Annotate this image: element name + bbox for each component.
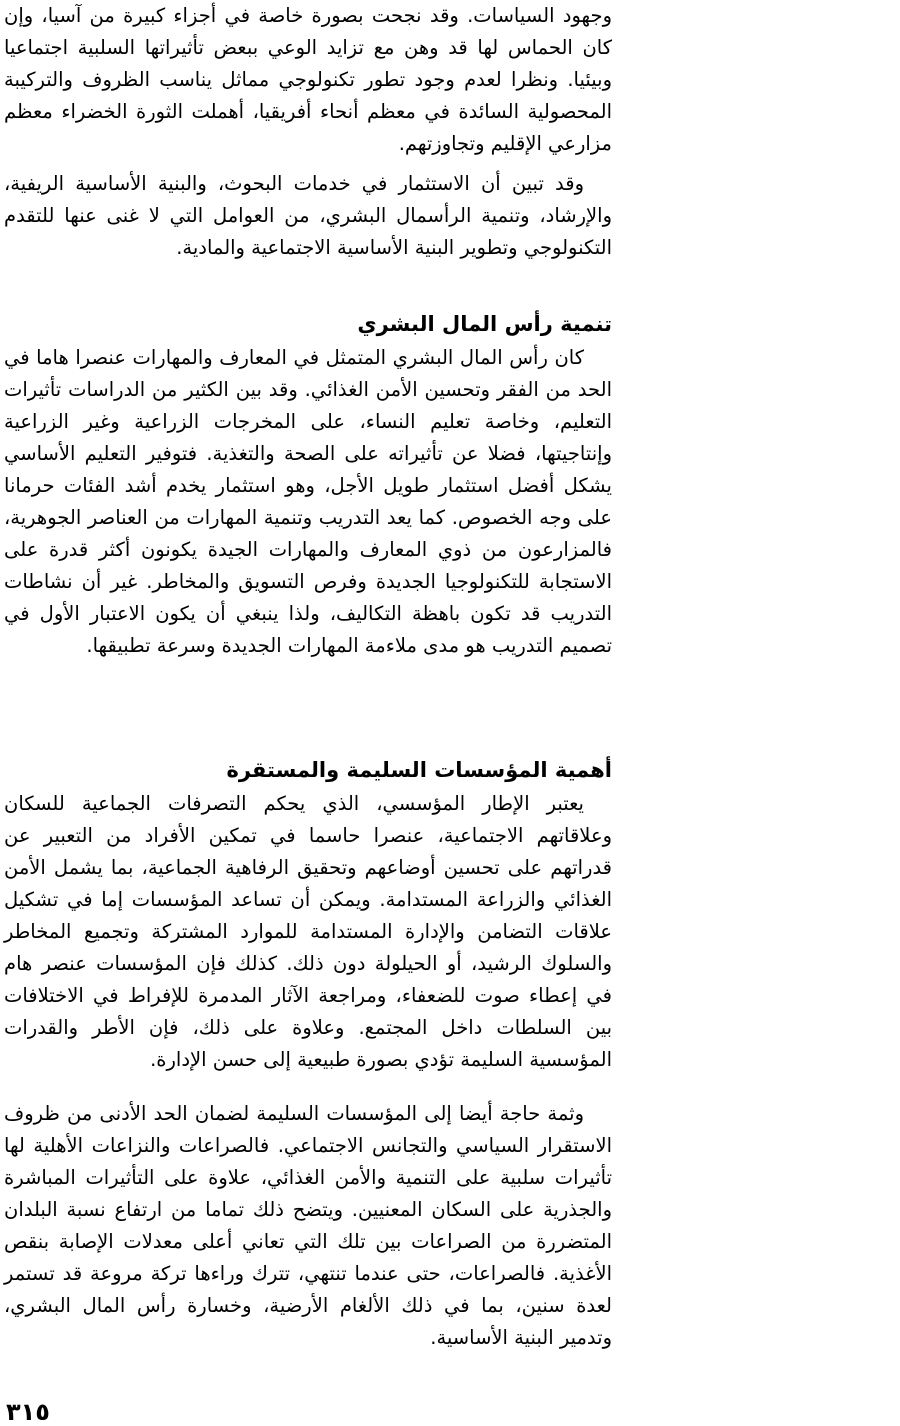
heading-human-capital: تنمية رأس المال البشري	[357, 312, 612, 336]
page-number: ٣١٥	[6, 1398, 50, 1426]
paragraph-green-revolution: وجهود السياسات. وقد نجحت بصورة خاصة في أجزاء كبيرة من آسيا، وإن كان الحماس لها قد وهن مع تزايد الوعي ببعض تأثيراتها السلبية اجتماعيا وبيئيا. ونظرا لعدم وجود تطور تكنولوجي مماثل يناسب الظروف والتركيبة المحصولية السائدة في معظم أنحاء أفريقيا، أهملت الثورة الخضراء معظم مزارعي الإقليم وتجاوزتهم.	[4, 4, 612, 155]
paragraph-investment: وقد تبين أن الاستثمار في خدمات البحوث، والبنية الأساسية الريفية، والإرشاد، وتنمية الرأسمال البشري، من العوامل التي لا غنى عنها للتقدم التكنولوجي وتطوير البنية الأساسية الاجتماعية والمادية.	[4, 172, 612, 259]
paragraph-human-capital: كان رأس المال البشري المتمثل في المعارف والمهارات عنصرا هاما في الحد من الفقر وتحسين الأمن الغذائي. وقد بين الكثير من الدراسات تأثيرات التعليم، وخاصة تعليم النساء، على المخرجات الزراعية وغير الزراعية وإنتاجيتها، فضلا عن تأثيراته على الصحة والتغذية. فتوفير التعليم الأساسي يشكل أفضل استثمار طويل الأجل، وهو استثمار يخدم أشد الفئات حرمانا على وجه الخصوص. كما يعد التدريب وتنمية المهارات من العناصر الجوهرية، فالمزارعون من ذوي المعارف والمهارات الجيدة يكونون أكثر قدرة على الاستجابة للتكنولوجيا الجديدة وفرص التسويق والمخاطر. غير أن نشاطات التدريب قد تكون باهظة التكاليف، ولذا ينبغي أن يكون الاعتبار الأول في تصميم التدريب هو مدى ملاءمة المهارات الجديدة وسرعة تطبيقها.	[4, 346, 612, 657]
paragraph-institutions: يعتبر الإطار المؤسسي، الذي يحكم التصرفات الجماعية للسكان وعلاقاتهم الاجتماعية، عنصرا حاسما في تمكين الأفراد من التعبير عن قدراتهم على تحسين أوضاعهم وتحقيق الرفاهية الجماعية، بما يشمل الأمن الغذائي والزراعة المستدامة. ويمكن أن تساعد المؤسسات إما في تشكيل علاقات التضامن والإدارة المستدامة للموارد المشتركة وتجميع المخاطر والسلوك الرشيد، أو الحيلولة دون ذلك. كذلك فإن المؤسسات عنصر هام في إعطاء صوت للضعفاء، ومراجعة الآثار المدمرة للإفراط في الاختلافات بين السلطات داخل المجتمع. وعلاوة على ذلك، فإن الأطر والقدرات المؤسسية السليمة تؤدي بصورة طبيعية إلى حسن الإدارة.	[4, 792, 612, 1071]
paragraph-conflicts: وثمة حاجة أيضا إلى المؤسسات السليمة لضمان الحد الأدنى من ظروف الاستقرار السياسي والتجانس الاجتماعي. فالصراعات والنزاعات الأهلية لها تأثيرات سلبية على التنمية والأمن الغذائي، علاوة على التأثيرات المباشرة والجذرية على السكان المعنيين. ويتضح ذلك تماما من ارتفاع نسبة البلدان المتضررة من الصراعات بين تلك التي تعاني أعلى معدلات الإصابة بنقص الأغذية. فالصراعات، حتى عندما تنتهي، تترك وراءها تركة مروعة قد تستمر لعدة سنين، بما في ذلك الألغام الأرضية، وخسارة رأس المال البشري، وتدمير البنية الأساسية.	[4, 1102, 612, 1349]
heading-institutions: أهمية المؤسسات السليمة والمستقرة	[226, 758, 612, 782]
